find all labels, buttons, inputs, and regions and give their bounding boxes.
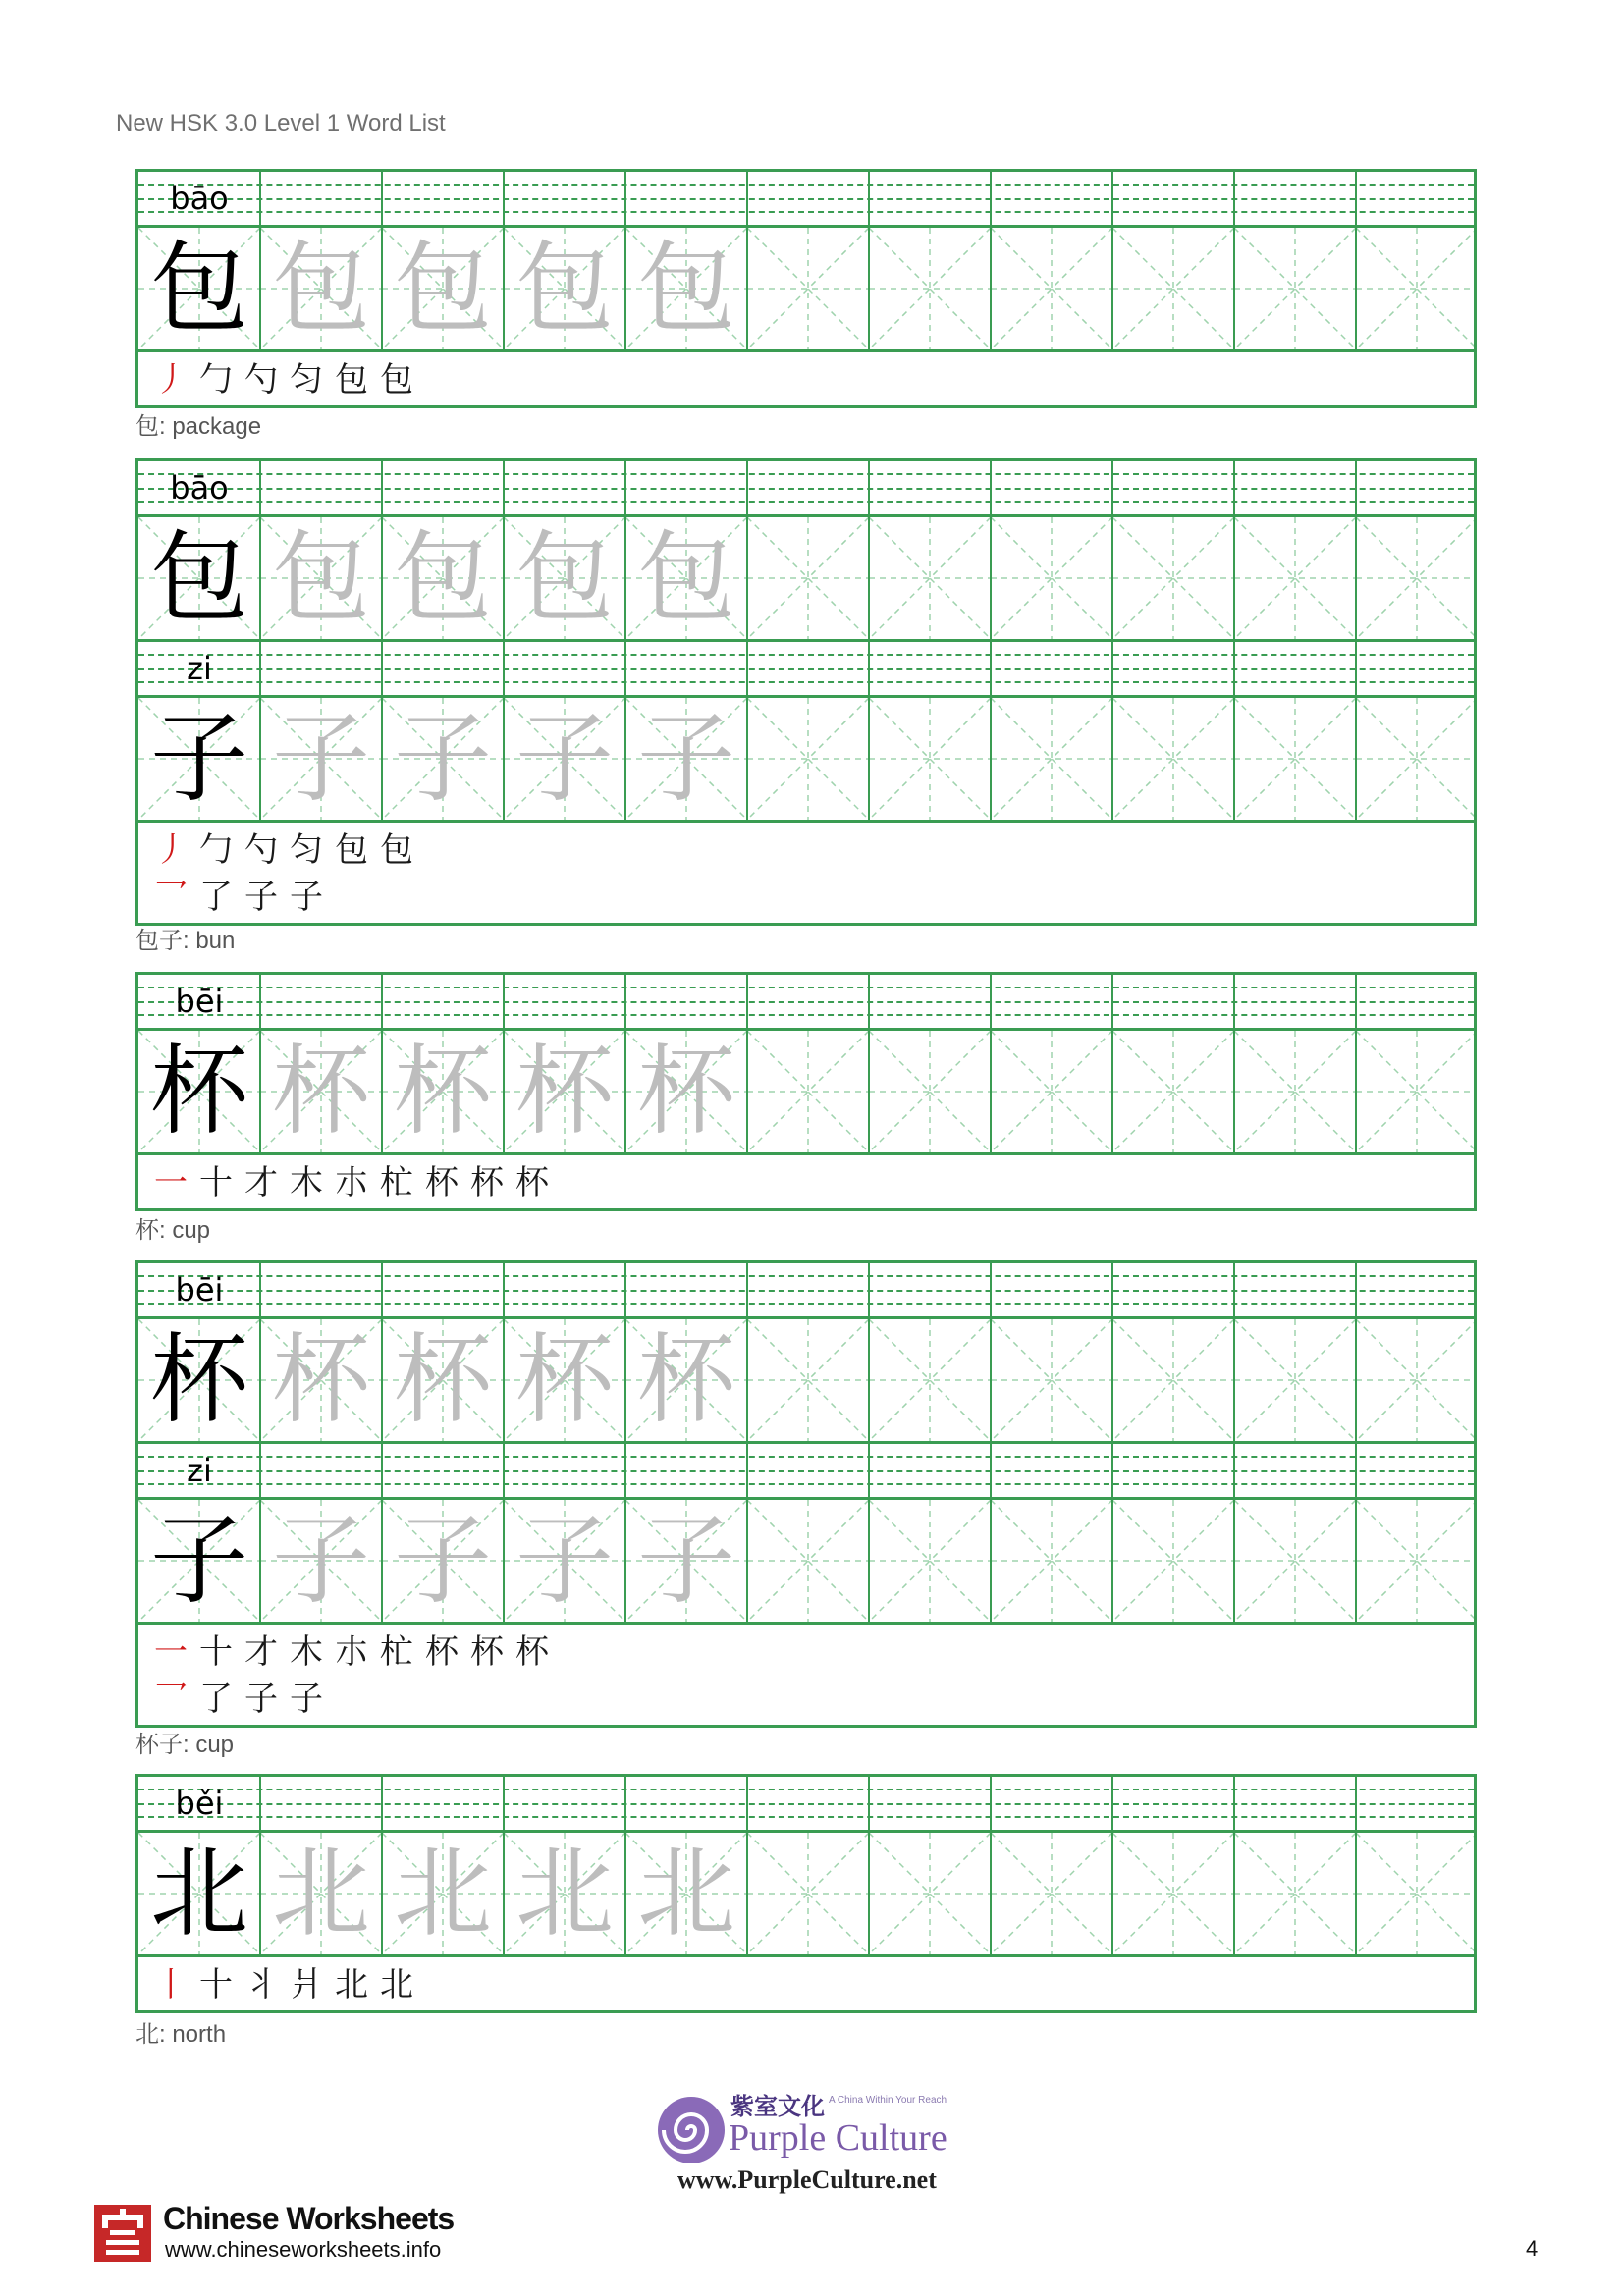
- stroke-step: 十: [199, 1965, 233, 2004]
- stroke-sequence: [148, 1629, 1464, 1676]
- model-character: 包: [150, 520, 248, 635]
- blank-practice-cell[interactable]: [747, 517, 869, 639]
- trace-character: 子: [272, 1503, 370, 1618]
- blank-practice-cell[interactable]: [1112, 1319, 1234, 1441]
- trace-character: 包: [272, 520, 370, 635]
- pinyin-row: [138, 1263, 1474, 1319]
- stroke-step: 杯: [515, 1163, 549, 1202]
- blank-practice-cell[interactable]: [747, 1031, 869, 1152]
- pinyin-label: bāo: [170, 469, 229, 507]
- trace-character: 杯: [394, 1034, 492, 1148]
- stroke-step: 杧: [380, 1163, 413, 1202]
- blank-practice-cell[interactable]: [1234, 517, 1356, 639]
- blank-practice-cell[interactable]: [869, 698, 991, 820]
- model-character: 北: [150, 1836, 248, 1950]
- stroke-step: 匀: [290, 830, 323, 870]
- purple-culture-logo[interactable]: [656, 2081, 990, 2199]
- stroke-step: 杯: [470, 1163, 504, 1202]
- character-row: [138, 698, 1474, 823]
- practice-block: [135, 458, 1477, 926]
- blank-practice-cell[interactable]: [869, 1500, 991, 1622]
- purple-culture-swirl-icon: [656, 2091, 727, 2169]
- stroke-step: 北: [380, 1965, 413, 2004]
- blank-practice-cell[interactable]: [1356, 517, 1478, 639]
- blank-practice-cell[interactable]: [747, 228, 869, 349]
- blank-practice-cell[interactable]: [1112, 517, 1234, 639]
- stroke-step: 勺: [244, 830, 278, 870]
- blank-practice-cell[interactable]: [747, 698, 869, 820]
- stroke-step: 丿: [154, 360, 188, 400]
- stroke-step: 才: [244, 1632, 278, 1672]
- stroke-step: 木: [290, 1632, 323, 1672]
- stroke-step: 了: [199, 1680, 233, 1719]
- model-character: 杯: [150, 1322, 248, 1437]
- blank-practice-cell[interactable]: [991, 1500, 1112, 1622]
- trace-character: 子: [515, 1503, 614, 1618]
- blank-practice-cell[interactable]: [991, 1833, 1112, 1954]
- blank-practice-cell[interactable]: [1234, 698, 1356, 820]
- stroke-sequence: [148, 874, 1464, 921]
- stroke-step: 爿: [290, 1965, 323, 2004]
- practice-block: [135, 1774, 1477, 2013]
- trace-character: 杯: [515, 1322, 614, 1437]
- blank-practice-cell[interactable]: [991, 517, 1112, 639]
- page-number: 4: [1526, 2236, 1539, 2261]
- trace-character: 北: [637, 1836, 735, 1950]
- stroke-step: 北: [335, 1965, 368, 2004]
- blank-practice-cell[interactable]: [747, 1319, 869, 1441]
- stroke-step: 十: [199, 1163, 233, 1202]
- model-character: 包: [150, 231, 248, 346]
- word-caption: 杯子: cup: [135, 1732, 235, 1758]
- stroke-step: 杯: [515, 1632, 549, 1672]
- blank-practice-cell[interactable]: [1234, 1833, 1356, 1954]
- stroke-step: 子: [290, 878, 323, 917]
- blank-practice-cell[interactable]: [747, 1833, 869, 1954]
- chinese-worksheets-name: Chinese Worksheets: [163, 2201, 455, 2236]
- word-caption: 北: north: [135, 2021, 227, 2048]
- stroke-step: 包: [335, 830, 368, 870]
- stroke-step: 十: [199, 1632, 233, 1672]
- page-header: New HSK 3.0 Level 1 Word List: [116, 110, 446, 136]
- trace-character: 北: [394, 1836, 492, 1950]
- stroke-step: 子: [290, 1680, 323, 1719]
- stroke-sequence: [148, 1159, 1464, 1206]
- blank-practice-cell[interactable]: [991, 228, 1112, 349]
- word-caption: 包子: bun: [135, 928, 236, 954]
- trace-character: 包: [515, 231, 614, 346]
- trace-character: 子: [637, 701, 735, 816]
- trace-character: 杯: [515, 1034, 614, 1148]
- character-row: [138, 1833, 1474, 1957]
- blank-practice-cell[interactable]: [1234, 1500, 1356, 1622]
- stroke-order-row: [138, 1155, 1474, 1208]
- stroke-step: 乛: [154, 878, 188, 917]
- blank-practice-cell[interactable]: [1112, 1031, 1234, 1152]
- stroke-step: 包: [380, 360, 413, 400]
- blank-practice-cell[interactable]: [1234, 228, 1356, 349]
- stroke-step: 乛: [154, 1680, 188, 1719]
- stroke-step: 勹: [199, 830, 233, 870]
- trace-character: 包: [637, 520, 735, 635]
- stroke-step: 朩: [335, 1163, 368, 1202]
- stroke-order-row: [138, 823, 1474, 923]
- word-caption: 杯: cup: [135, 1217, 211, 1244]
- model-character: 子: [150, 1503, 248, 1618]
- trace-character: 杯: [394, 1322, 492, 1437]
- character-row: [138, 1031, 1474, 1155]
- stroke-order-row: [138, 1957, 1474, 2010]
- stroke-step: 杯: [425, 1632, 459, 1672]
- practice-block: [135, 1260, 1477, 1728]
- stroke-step: 才: [244, 1163, 278, 1202]
- blank-practice-cell[interactable]: [1112, 228, 1234, 349]
- blank-practice-cell[interactable]: [1112, 1500, 1234, 1622]
- stroke-step: 杯: [470, 1632, 504, 1672]
- stroke-step: 包: [335, 360, 368, 400]
- stroke-sequence: [148, 1961, 1464, 2008]
- model-character: 杯: [150, 1034, 248, 1148]
- trace-character: 子: [637, 1503, 735, 1618]
- character-row: [138, 517, 1474, 642]
- trace-character: 子: [394, 1503, 492, 1618]
- blank-practice-cell[interactable]: [1234, 1319, 1356, 1441]
- pinyin-row: [138, 975, 1474, 1031]
- trace-character: 子: [272, 701, 370, 816]
- blank-practice-cell[interactable]: [1356, 698, 1478, 820]
- stroke-step: 勺: [244, 360, 278, 400]
- stroke-step: 子: [244, 878, 278, 917]
- blank-practice-cell[interactable]: [869, 517, 991, 639]
- stroke-step: 包: [380, 830, 413, 870]
- stroke-order-row: [138, 1625, 1474, 1725]
- pinyin-row: [138, 172, 1474, 228]
- trace-character: 子: [394, 701, 492, 816]
- practice-block: [135, 169, 1477, 408]
- trace-character: 杯: [637, 1322, 735, 1437]
- pinyin-label: zi: [187, 650, 212, 687]
- stroke-step: 匀: [290, 360, 323, 400]
- stroke-step: 丬: [244, 1965, 278, 2004]
- blank-practice-cell[interactable]: [991, 698, 1112, 820]
- pinyin-row: [138, 1777, 1474, 1833]
- trace-character: 子: [515, 701, 614, 816]
- blank-practice-cell[interactable]: [1356, 1833, 1478, 1954]
- pinyin-label: běi: [175, 1785, 224, 1822]
- pinyin-row: [138, 642, 1474, 698]
- stroke-sequence: [148, 1676, 1464, 1723]
- pinyin-label: zi: [187, 1452, 212, 1489]
- blank-practice-cell[interactable]: [1356, 1031, 1478, 1152]
- trace-character: 杯: [272, 1322, 370, 1437]
- stroke-sequence: [148, 356, 1464, 403]
- stroke-step: 丿: [154, 830, 188, 870]
- stroke-step: 一: [154, 1632, 188, 1672]
- chinese-worksheets-url[interactable]: www.chineseworksheets.info: [165, 2237, 442, 2262]
- word-caption: 包: package: [135, 413, 262, 440]
- character-row: [138, 1500, 1474, 1625]
- character-row: [138, 228, 1474, 352]
- chinese-worksheets-logo-icon: [94, 2205, 151, 2262]
- pinyin-label: bāo: [170, 180, 229, 217]
- blank-practice-cell[interactable]: [1234, 1031, 1356, 1152]
- stroke-step: 子: [244, 1680, 278, 1719]
- blank-practice-cell[interactable]: [869, 228, 991, 349]
- blank-practice-cell[interactable]: [747, 1500, 869, 1622]
- blank-practice-cell[interactable]: [869, 1319, 991, 1441]
- stroke-order-row: [138, 352, 1474, 405]
- blank-practice-cell[interactable]: [1112, 1833, 1234, 1954]
- trace-character: 包: [394, 520, 492, 635]
- blank-practice-cell[interactable]: [1356, 1319, 1478, 1441]
- stroke-step: 了: [199, 878, 233, 917]
- blank-practice-cell[interactable]: [991, 1031, 1112, 1152]
- blank-practice-cell[interactable]: [991, 1319, 1112, 1441]
- blank-practice-cell[interactable]: [1356, 228, 1478, 349]
- blank-practice-cell[interactable]: [869, 1031, 991, 1152]
- trace-character: 杯: [272, 1034, 370, 1148]
- stroke-step: 丨: [154, 1965, 188, 2004]
- trace-character: 包: [515, 520, 614, 635]
- stroke-step: 朩: [335, 1632, 368, 1672]
- stroke-step: 木: [290, 1163, 323, 1202]
- stroke-step: 杯: [425, 1163, 459, 1202]
- stroke-step: 一: [154, 1163, 188, 1202]
- stroke-step: 杧: [380, 1632, 413, 1672]
- blank-practice-cell[interactable]: [1112, 698, 1234, 820]
- practice-block: [135, 972, 1477, 1211]
- model-character: 子: [150, 701, 248, 816]
- stroke-sequence: [148, 827, 1464, 874]
- purple-culture-tagline: A China Within Your Reach: [829, 2095, 947, 2106]
- trace-character: 包: [637, 231, 735, 346]
- trace-character: 北: [515, 1836, 614, 1950]
- purple-culture-chinese-name: 紫室文化: [730, 2092, 825, 2120]
- trace-character: 北: [272, 1836, 370, 1950]
- blank-practice-cell[interactable]: [1356, 1500, 1478, 1622]
- trace-character: 杯: [637, 1034, 735, 1148]
- purple-culture-url[interactable]: www.PurpleCulture.net: [677, 2165, 937, 2194]
- stroke-step: 勹: [199, 360, 233, 400]
- pinyin-row: [138, 1444, 1474, 1500]
- pinyin-label: bēi: [175, 983, 224, 1020]
- pinyin-row: [138, 461, 1474, 517]
- character-row: [138, 1319, 1474, 1444]
- pinyin-label: bēi: [175, 1271, 224, 1308]
- trace-character: 包: [272, 231, 370, 346]
- purple-culture-name: Purple Culture: [729, 2117, 947, 2159]
- trace-character: 包: [394, 231, 492, 346]
- blank-practice-cell[interactable]: [869, 1833, 991, 1954]
